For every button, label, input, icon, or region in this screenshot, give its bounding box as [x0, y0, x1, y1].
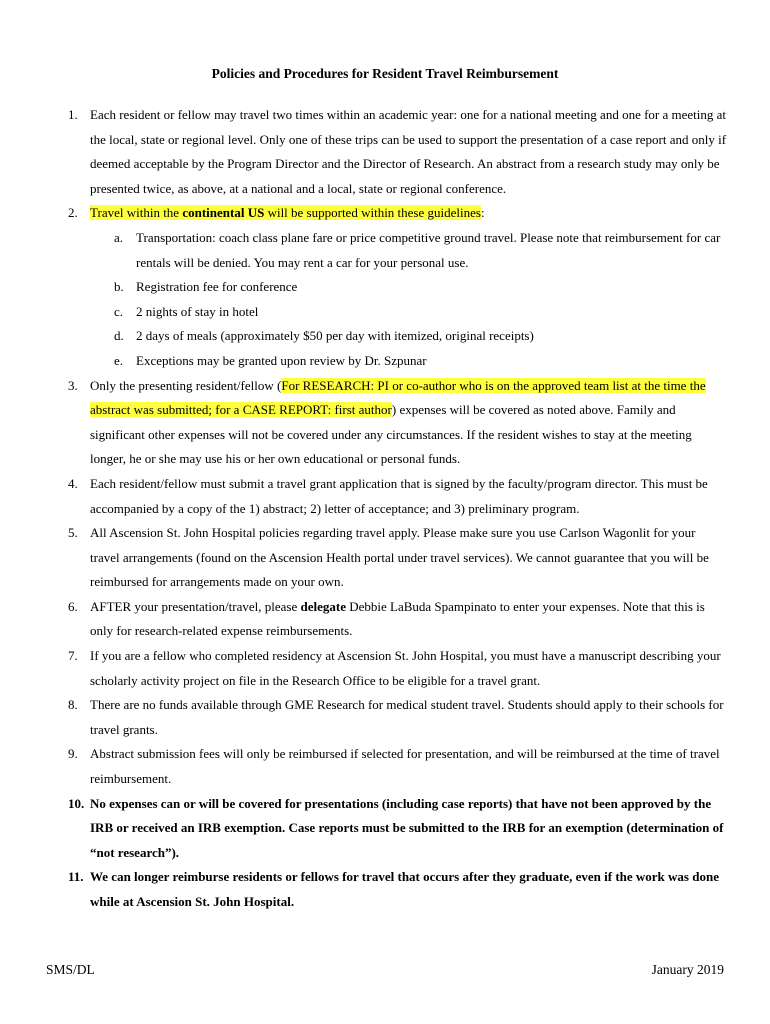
item-text: We can longer reimburse residents or fellows for travel that occurs after they graduate, even if the work was done while at Ascension St. John Hospital.: [90, 869, 719, 909]
sub-item-c: [0, 300, 770, 325]
item-text: Abstract submission fees will only be reimbursed if selected for presentation, and will be reimbursed at the time of travel reimbursement.: [90, 746, 720, 787]
item-number: 4.: [68, 475, 78, 491]
policy-item-1: [0, 103, 770, 201]
item-number: 3.: [68, 377, 78, 393]
policy-item-8: [0, 693, 770, 742]
item-number: 7.: [68, 648, 78, 664]
item-text-bold: continental US: [182, 205, 265, 221]
sub-item-text: 2 days of meals (approximately $50 per day with itemized, original receipts): [136, 328, 534, 344]
policy-item-10: [0, 792, 770, 866]
item-text-post: ) expenses will be covered as noted above. Family and significant other expenses will not be covered under any circumstances. If the resident wishes to stay at the meeting longer, he or she may use his or her own educational or personal funds.: [90, 402, 692, 467]
item-text-post: will be supported within these guidelines: [264, 205, 481, 221]
sub-item-b: [0, 275, 770, 300]
item-text-post: Debbie LaBuda Spampinato to enter your expenses. Note that this is only for research-related expense reimbursements.: [90, 598, 705, 639]
item-text-end: :: [480, 205, 485, 221]
item-number: 1.: [68, 107, 78, 122]
footer-date: January 2019: [651, 962, 724, 977]
footer-initials: SMS/DL: [46, 962, 95, 977]
item-number: 2.: [68, 205, 78, 221]
sub-item-d: [0, 324, 770, 349]
sub-item-a: [0, 226, 770, 275]
item-text: Each resident or fellow may travel two times within an academic year: one for a national meeting and one for a meeting at the local, state or regional level. Only one of these trips can be used to support the presentation of a case report and only if deemed acceptable by the Program Director and the Director of Research. An abstract from a research study may only be presented twice, as above, at a national and a local, state or regional conference.: [90, 107, 727, 196]
policy-item-4: [0, 472, 770, 521]
item-text-pre: Only the presenting resident/fellow (: [90, 377, 282, 393]
sub-item-text: Exceptions may be granted upon review by Dr. Szpunar: [136, 352, 427, 368]
highlighted-text: For RESEARCH: PI or co-author who is on the approved team list at the time the abstract was submitted; for a CASE REPORT: first author: [90, 377, 706, 418]
policy-item-3: [0, 374, 770, 472]
policy-item-6: [0, 595, 770, 644]
sub-item-text: 2 nights of stay in hotel: [136, 303, 259, 319]
item-number: 8.: [68, 697, 78, 713]
document-title: Policies and Procedures for Resident Travel Reimbursement: [211, 66, 559, 81]
sub-item-text: Registration fee for conference: [136, 279, 298, 295]
item-text: Each resident/fellow must submit a travel grant application that is signed by the faculty/program director. This must be accompanied by a copy of the 1) abstract; 2) letter of acceptance; and 3) preliminary program.: [90, 475, 708, 516]
item-text: If you are a fellow who completed residency at Ascension St. John Hospital, you must have a manuscript describing your scholarly activity project on file in the Research Office to be eligible for a travel grant.: [90, 648, 721, 688]
item-text-pre: AFTER your presentation/travel, please: [90, 598, 301, 614]
policy-item-9: [0, 742, 770, 791]
sub-item-letter: c.: [114, 303, 124, 319]
sub-item-letter: e.: [114, 352, 124, 368]
item-text-pre: Travel within the: [90, 205, 183, 221]
policy-item-11: [0, 865, 770, 914]
item-number: 6.: [68, 598, 78, 614]
item-text: No expenses can or will be covered for presentations (including case reports) that have not been approved by the IRB or received an IRB exemption. Case reports must be submitted to the IRB for an exemption (determination of “not research”).: [90, 795, 724, 860]
sub-item-letter: d.: [114, 328, 124, 344]
item-text-bold: delegate: [300, 598, 346, 614]
item-number: 10.: [68, 795, 85, 811]
item-text: All Ascension St. John Hospital policies regarding travel apply. Please make sure you use Carlson Wagonlit for your travel arrangements (found on the Ascension Health portal under travel services). We cannot guarantee that you will be reimbursed for arrangements made on your own.: [90, 525, 709, 590]
highlighted-text: [90, 205, 481, 220]
item-text: There are no funds available through GME Research for medical student travel. Students should apply to their schools for travel grants.: [90, 697, 724, 737]
item-number: 5.: [68, 525, 78, 541]
policy-item-2: [0, 201, 770, 226]
sub-item-letter: b.: [114, 279, 124, 295]
policy-item-7: [0, 644, 770, 693]
sub-item-letter: a.: [114, 229, 124, 245]
sub-item-text: Transportation: coach class plane fare or price competitive ground travel. Please note that reimbursement for car rentals will be denied. You may rent a car for your personal use.: [136, 229, 721, 270]
policy-item-5: [0, 521, 770, 595]
policy-list: [0, 103, 770, 915]
sub-item-e: [0, 349, 770, 374]
item-number: 11.: [68, 869, 84, 885]
item-number: 9.: [68, 746, 78, 762]
